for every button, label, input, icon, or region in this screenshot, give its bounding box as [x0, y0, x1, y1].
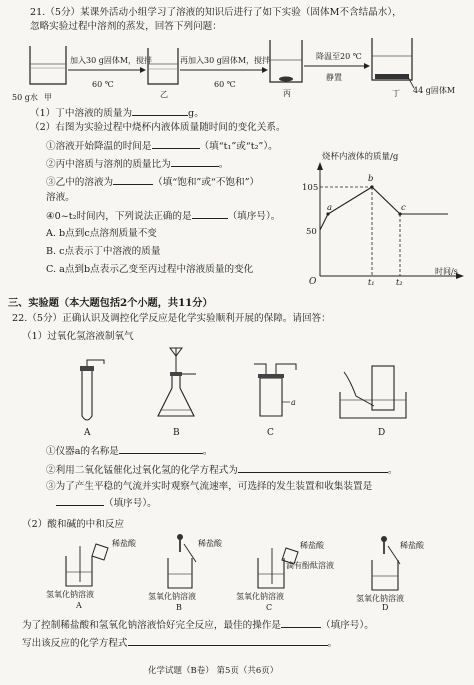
beaker-label-jia: 甲: [44, 93, 52, 102]
page-footer: 化学试题（B卷） 第5页（共6页）: [148, 666, 279, 676]
neutralization-diagram: [0, 534, 474, 610]
apparatus-a: [80, 360, 104, 420]
beaker-yi: [148, 48, 178, 84]
q22-line1: 22.（5分）正确认识及调控化学反应是化学实验顺利开展的保障。请回答：: [12, 313, 331, 324]
q22-sub1: ①仪器a的名称是 。: [46, 446, 213, 457]
q21-option-b: B. c点表示丁中溶液的质量: [46, 246, 161, 257]
beaker-jia: [30, 46, 66, 84]
svg-text:氢氧化钠溶液: 氢氧化钠溶液: [46, 590, 94, 599]
answer-blank[interactable]: [119, 444, 203, 454]
q21-line2: 忽略实验过程中溶剂的蒸发，回答下列问题：: [30, 21, 222, 32]
apparatus-label-c: C: [267, 428, 274, 436]
answer-blank[interactable]: [171, 157, 219, 167]
experiment-d: [356, 536, 425, 610]
q21-option-a: A. b点到c点溶剂质量不变: [46, 228, 157, 239]
graph-ylabel: 烧杯内液体的质量/g: [322, 152, 399, 162]
beaker-label-yi: 乙: [160, 90, 168, 99]
experiment-b: [148, 534, 223, 610]
apparatus-label-b: B: [173, 428, 180, 436]
beaker-label-ding: 丁: [392, 89, 400, 98]
water-label: 50 g水: [12, 93, 38, 102]
apparatus-c: [254, 364, 296, 416]
beaker-bing: [270, 40, 302, 82]
svg-text:B: B: [176, 603, 182, 610]
q21-sub3b: 溶液。: [46, 192, 75, 203]
instrument-a-label: a: [291, 398, 296, 407]
q21-part2: （2）右图为实验过程中烧杯内液体质量随时间的变化关系。: [30, 122, 286, 133]
graph-origin: O: [309, 277, 317, 286]
mass-time-graph: [300, 148, 470, 286]
svg-text:D: D: [382, 603, 389, 610]
q21-sub3: ③乙中的溶液为 （填“饱和”或“不饱和”）: [46, 177, 260, 188]
graph-tick-t2: t₂: [396, 278, 403, 286]
q21-option-c: C. a点到b点表示乙变至丙过程中溶液质量的变化: [46, 264, 254, 275]
q22-part1: （1）过氧化氢溶液制氧气: [22, 331, 134, 342]
q21-sub1: ①溶液开始降温的时间是 （填“t₁”或“t₂”）。: [46, 141, 278, 152]
answer-blank[interactable]: [128, 636, 328, 646]
apparatus-label-d: D: [378, 428, 386, 436]
q21-sub2: ②丙中溶质与溶剂的质量比为 。: [46, 159, 229, 170]
svg-text:A: A: [76, 601, 82, 610]
svg-text:滴有酚酞溶液: 滴有酚酞溶液: [286, 561, 334, 570]
q22-question-operation: 为了控制稀盐酸和氢氧化钠溶液恰好完全反应，最佳的操作是 （填序号）。: [22, 620, 374, 631]
apparatus-d: [340, 366, 406, 418]
section3-heading: 三、实验题（本大题包括2个小题，共11分）: [8, 297, 213, 309]
experiment-flow-diagram: [0, 36, 474, 106]
svg-text:氢氧化钠溶液: 氢氧化钠溶液: [356, 594, 404, 603]
q22-sub2: ②利用二氧化锰催化过氧化氢的化学方程式为 。: [46, 465, 398, 476]
answer-blank[interactable]: [152, 139, 200, 149]
step1-top-label: 加入30 g固体M，搅拌: [70, 56, 153, 65]
step3-bottom-label: 静置: [326, 73, 342, 82]
point-b-label: b: [368, 174, 374, 184]
apparatus-b: [158, 348, 196, 416]
graph-xlabel: 时间/s: [435, 267, 458, 276]
point-a-label: a: [327, 203, 333, 213]
graph-tick-t1: t₁: [368, 278, 375, 286]
answer-blank[interactable]: [281, 618, 321, 628]
q22-sub3b: （填序号）。: [56, 496, 157, 510]
svg-text:氢氧化钠溶液: 氢氧化钠溶液: [236, 592, 284, 601]
result-solid-label: 44 g固体M: [413, 86, 456, 95]
q21-line1: 21.（5分）某课外活动小组学习了溶液的知识后进行了如下实验（固体M不含结晶水），: [30, 7, 402, 18]
answer-blank[interactable]: [113, 175, 153, 185]
experiment-c: [236, 540, 334, 610]
beaker-ding: [372, 38, 412, 80]
svg-text:氢氧化钠溶液: 氢氧化钠溶液: [148, 592, 196, 601]
q22-question-equation: 写出该反应的化学方程式 。: [22, 638, 338, 649]
graph-curve: [320, 187, 448, 230]
step2-bottom-label: 60 ℃: [214, 80, 236, 89]
q22-part2: （2）酸和碱的中和反应: [22, 519, 125, 530]
svg-text:稀盐酸: 稀盐酸: [112, 539, 136, 548]
step3-top-label: 降温至20 ℃: [316, 52, 362, 61]
answer-blank[interactable]: [238, 463, 388, 473]
step2-top-label: 再加入30 g固体M，搅拌: [180, 56, 271, 65]
beaker-label-bing: 丙: [283, 89, 291, 98]
apparatus-label-a: A: [84, 428, 91, 436]
experiment-a: [46, 538, 137, 610]
graph-tick-105: 105: [302, 183, 319, 193]
q21-part1: （1）丁中溶液的质量为 g。: [30, 108, 204, 119]
step1-bottom-label: 60 ℃: [92, 80, 114, 89]
svg-text:C: C: [266, 603, 273, 610]
svg-text:稀盐酸: 稀盐酸: [300, 541, 324, 550]
svg-text:稀盐酸: 稀盐酸: [400, 541, 424, 550]
oxygen-apparatus-diagram: [0, 344, 474, 436]
svg-text:稀盐酸: 稀盐酸: [198, 539, 222, 548]
graph-tick-50: 50: [306, 227, 317, 237]
q21-sub4: ④0~t₂时间内，下列说法正确的是 （填序号）。: [46, 211, 281, 222]
answer-blank[interactable]: [132, 106, 188, 116]
answer-blank[interactable]: [192, 209, 228, 219]
q22-sub3: ③为了产生平稳的气流并实时观察气流速率，可选择的发生装置和收集装置是: [46, 481, 373, 492]
answer-blank[interactable]: [56, 496, 104, 506]
point-c-label: c: [401, 203, 406, 213]
